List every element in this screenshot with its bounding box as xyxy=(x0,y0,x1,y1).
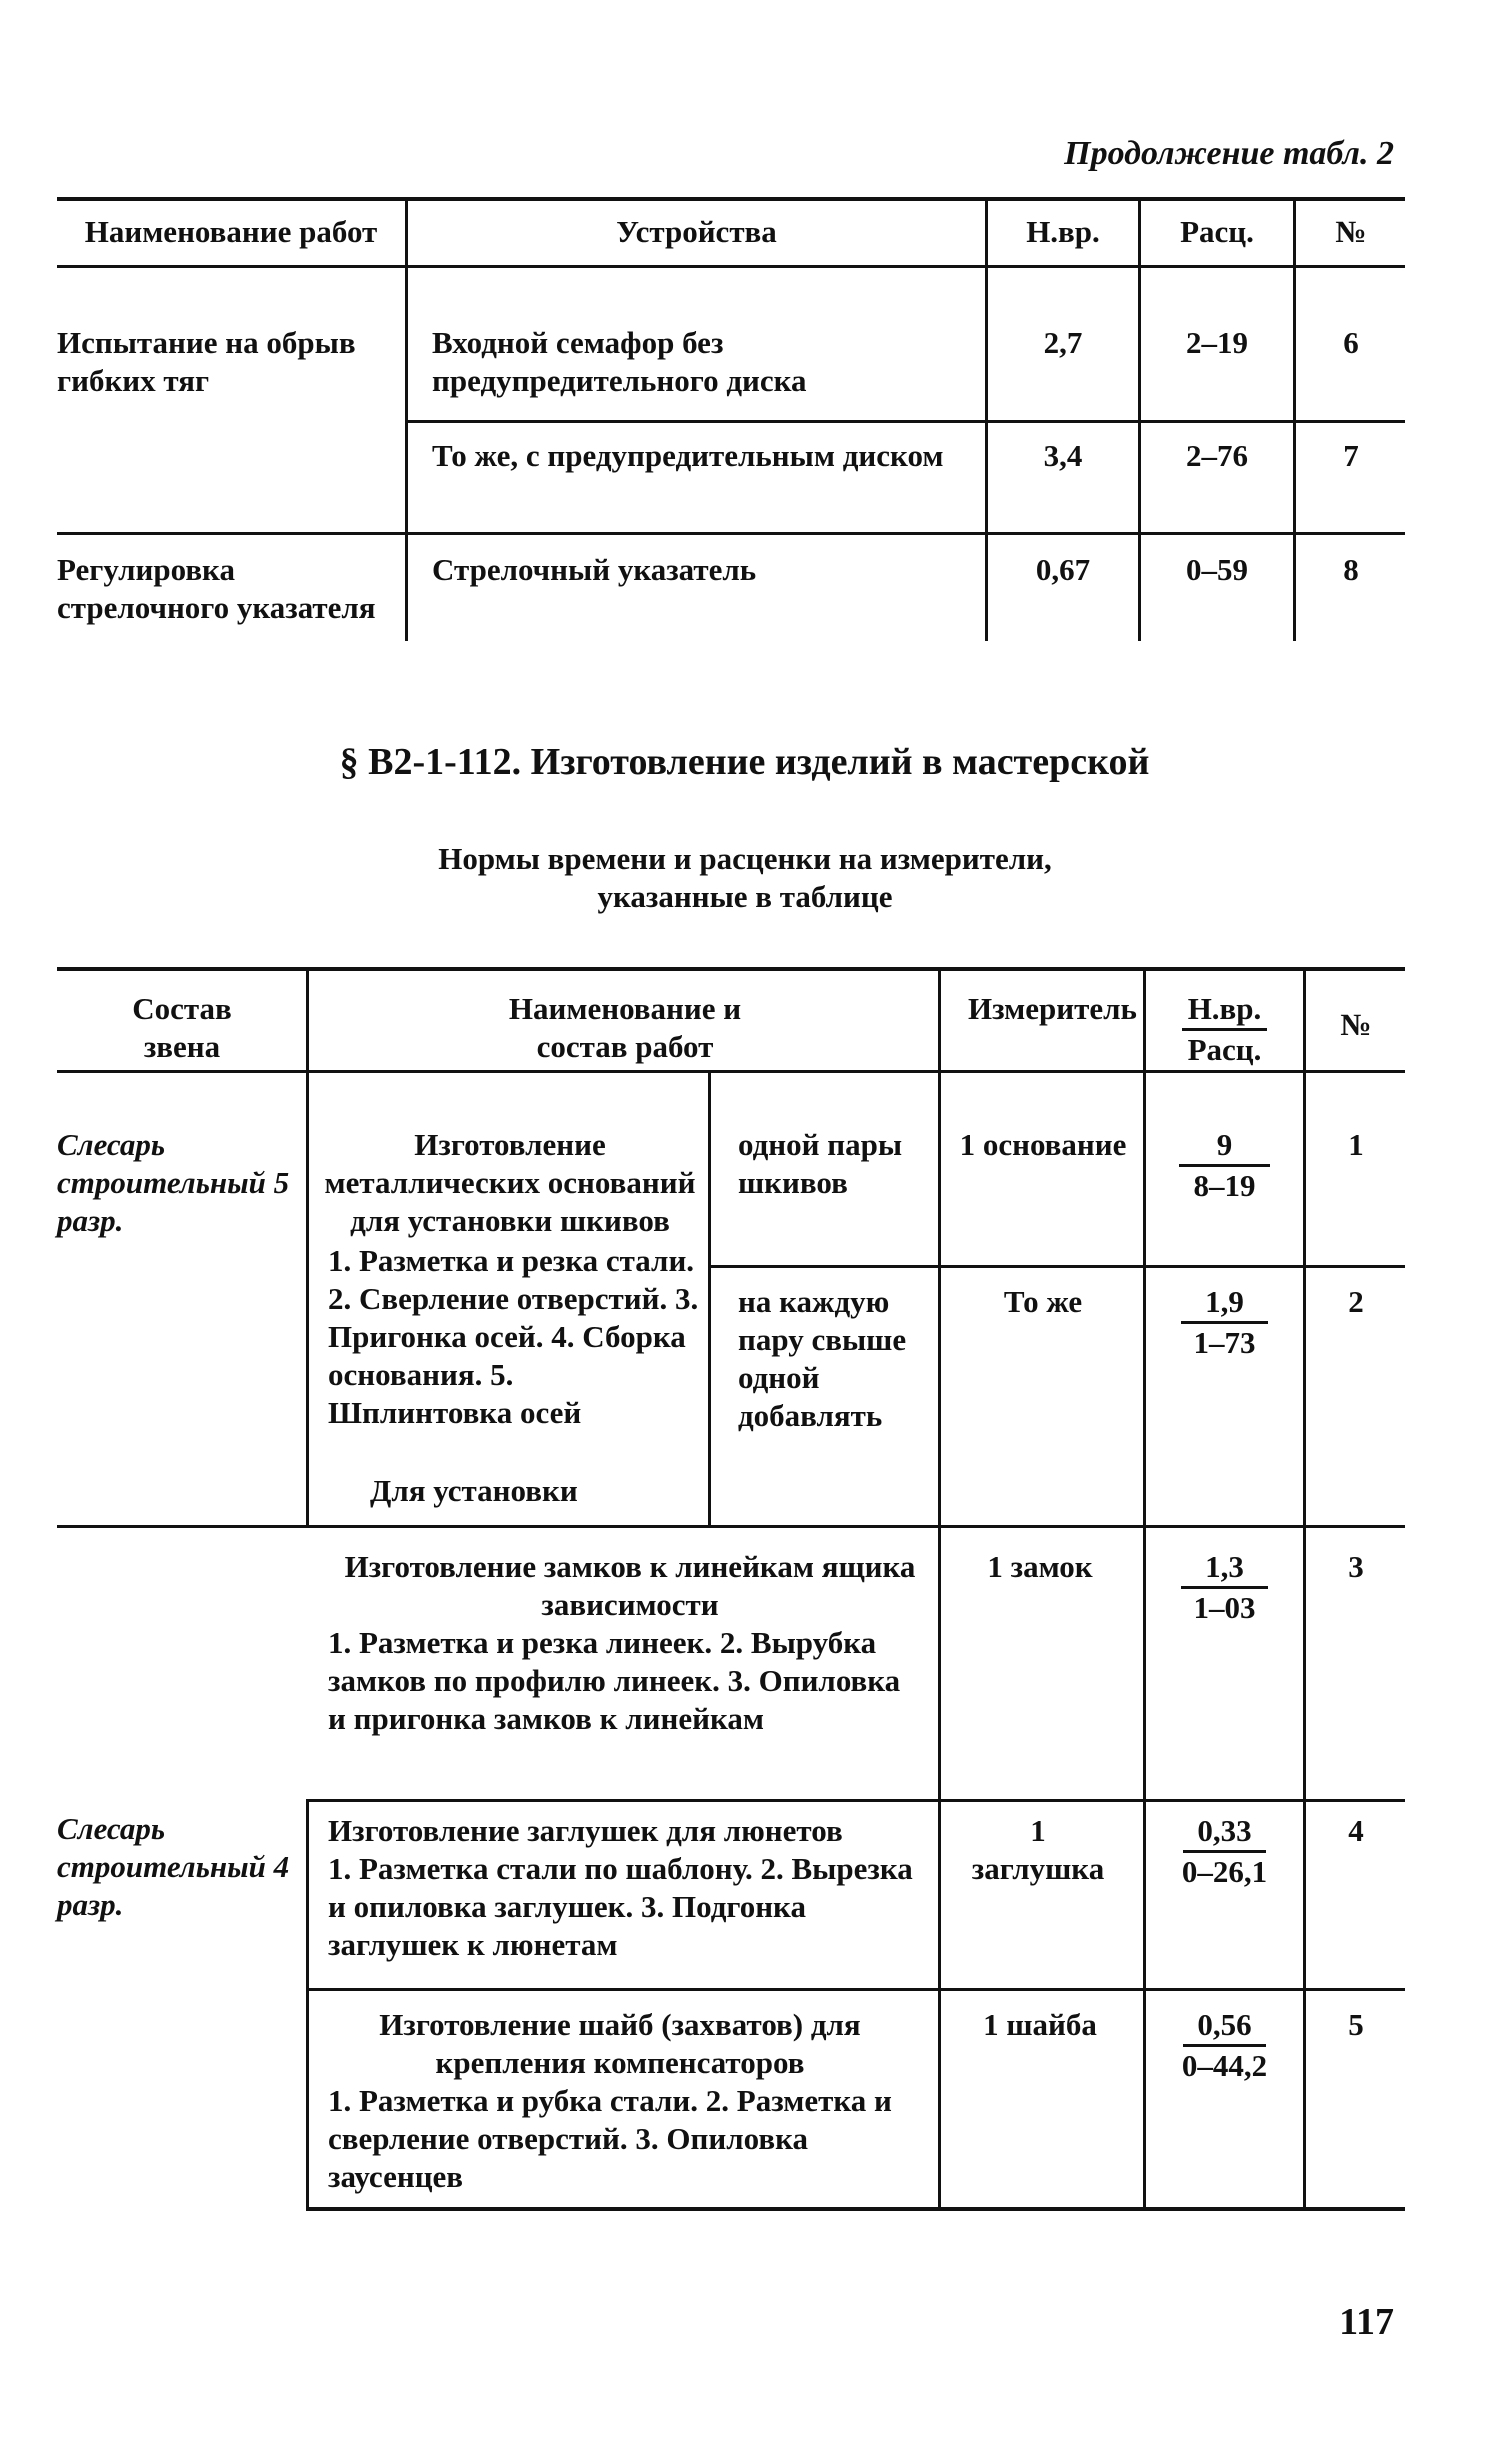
t2-row1-sub: одной пары шкивов xyxy=(738,1127,903,1200)
t2-row2-no: 2 xyxy=(1348,1284,1364,1319)
t1-row2-hvr: 3,4 xyxy=(1043,438,1083,473)
t2-row5-unit: 1 шайба xyxy=(983,2007,1097,2042)
t2-row1-main: Изготовление металлических оснований для установки шкивов xyxy=(324,1127,696,1238)
t2-row5-norm xyxy=(1146,2006,1303,2085)
t2-row1-note: Для установки xyxy=(370,1473,578,1508)
t2-row4-norm xyxy=(1146,1812,1303,1891)
t2-header-unit: Измеритель xyxy=(968,991,1137,1026)
t2-row3-title: Изготовление замков к линейкам ящика зависимости xyxy=(344,1549,916,1622)
t2-row1-unit: 1 основание xyxy=(959,1127,1127,1162)
t1-row3-no: 8 xyxy=(1343,552,1359,587)
t2-row3-norm xyxy=(1146,1548,1303,1627)
t2-row5-hvr: 0,56 xyxy=(1183,2006,1265,2047)
t1-header-work: Наименование работ xyxy=(84,214,378,249)
t2-row2-rasc: 1–73 xyxy=(1193,1325,1256,1360)
t1-row2-rasc: 2–76 xyxy=(1186,438,1248,473)
t2-row3-rasc: 1–03 xyxy=(1193,1590,1256,1625)
t2-row4-rasc: 0–26,1 xyxy=(1181,1854,1268,1889)
t2-row1-hvr: 9 xyxy=(1179,1126,1271,1167)
t2-row1-rasc: 8–19 xyxy=(1193,1168,1256,1203)
t2-row5-steps: 1. Разметка и рубка стали. 2. Разметка и сверление отверстий. 3. Опиловка заусенцев xyxy=(328,2083,892,2194)
table-caption: Продолжение табл. 2 xyxy=(1064,135,1394,172)
t1-header-rasc: Расц. xyxy=(1180,214,1254,249)
t2-row3-unit: 1 замок xyxy=(987,1549,1093,1584)
t1-header-hvr: Н.вр. xyxy=(1026,214,1100,249)
t1-row1-rasc: 2–19 xyxy=(1186,325,1248,360)
t2-row4-steps: 1. Разметка стали по шаблону. 2. Вырезка и опиловка заглушек. 3. Подгонка заглушек к люнетам xyxy=(328,1851,913,1962)
t2-row5-rasc: 0–44,2 xyxy=(1181,2048,1268,2083)
t2-header-hvr-rasc xyxy=(1146,990,1303,1069)
t1-row3-hvr: 0,67 xyxy=(1035,552,1091,587)
t2-row2-hvr: 1,9 xyxy=(1181,1283,1268,1324)
t2-header-team: Состав звена xyxy=(132,991,232,1064)
t2-header-rasc: Расц. xyxy=(1187,1032,1262,1067)
t2-header-work: Наименование и состав работ xyxy=(508,991,742,1064)
t2-row4-no: 4 xyxy=(1348,1813,1364,1848)
t1-row2-no: 7 xyxy=(1343,438,1359,473)
t2-row1-no: 1 xyxy=(1348,1127,1364,1162)
t1-row1-work: Испытание на обрыв гибких тяг xyxy=(57,325,356,398)
t2-row2-sub: на каждую пару свыше одной добавлять xyxy=(738,1284,907,1433)
t1-row3-rasc: 0–59 xyxy=(1186,552,1248,587)
t2-row5-title: Изготовление шайб (захватов) для крепления компенсаторов xyxy=(379,2007,861,2080)
t2-team-4: Слесарь строительный 4 разр. xyxy=(57,1811,290,1922)
t2-team-5: Слесарь строительный 5 разр. xyxy=(57,1127,290,1238)
t2-row2-norm xyxy=(1146,1283,1303,1362)
t1-row1-no: 6 xyxy=(1343,325,1359,360)
t2-row3-steps: 1. Разметка и резка линеек. 2. Вырубка замков по профилю линеек. 3. Опиловка и пригонка замков к линейкам xyxy=(328,1625,901,1736)
t1-header-device: Устройства xyxy=(616,214,777,249)
t2-row3-hvr: 1,3 xyxy=(1181,1548,1268,1589)
t2-row1-steps: 1. Разметка и резка стали. 2. Сверление отверстий. 3. Пригонка осей. 4. Сборка основания. 5. Шплинтовка осей xyxy=(328,1243,699,1430)
t1-row3-work: Регулировка стрелочного указателя xyxy=(57,552,376,625)
t1-row1-device: Входной семафор без предупредительного диска xyxy=(432,325,807,398)
t2-header-no: № xyxy=(1340,1007,1372,1042)
t1-row1-hvr: 2,7 xyxy=(1043,325,1083,360)
t1-row3-device: Стрелочный указатель xyxy=(432,552,757,587)
t2-row5-no: 5 xyxy=(1348,2007,1364,2042)
page-number: 117 xyxy=(1339,2301,1394,2343)
t2-row4-hvr: 0,33 xyxy=(1183,1812,1265,1853)
t2-row4-unit: 1 заглушка xyxy=(971,1813,1105,1886)
section-title: § В2-1-112. Изготовление изделий в мастерской xyxy=(339,741,1150,783)
t1-header-no: № xyxy=(1335,214,1367,249)
t2-header-hvr: Н.вр. xyxy=(1182,990,1268,1031)
t2-row1-norm xyxy=(1146,1126,1303,1205)
section-subtitle: Нормы времени и расценки на измерители, указанные в таблице xyxy=(438,841,1052,914)
t2-row2-unit: То же xyxy=(1003,1284,1083,1319)
t2-row3-no: 3 xyxy=(1348,1549,1364,1584)
t2-row4-title: Изготовление заглушек для люнетов xyxy=(328,1813,843,1848)
t1-row2-device: То же, с предупредительным диском xyxy=(432,438,944,473)
